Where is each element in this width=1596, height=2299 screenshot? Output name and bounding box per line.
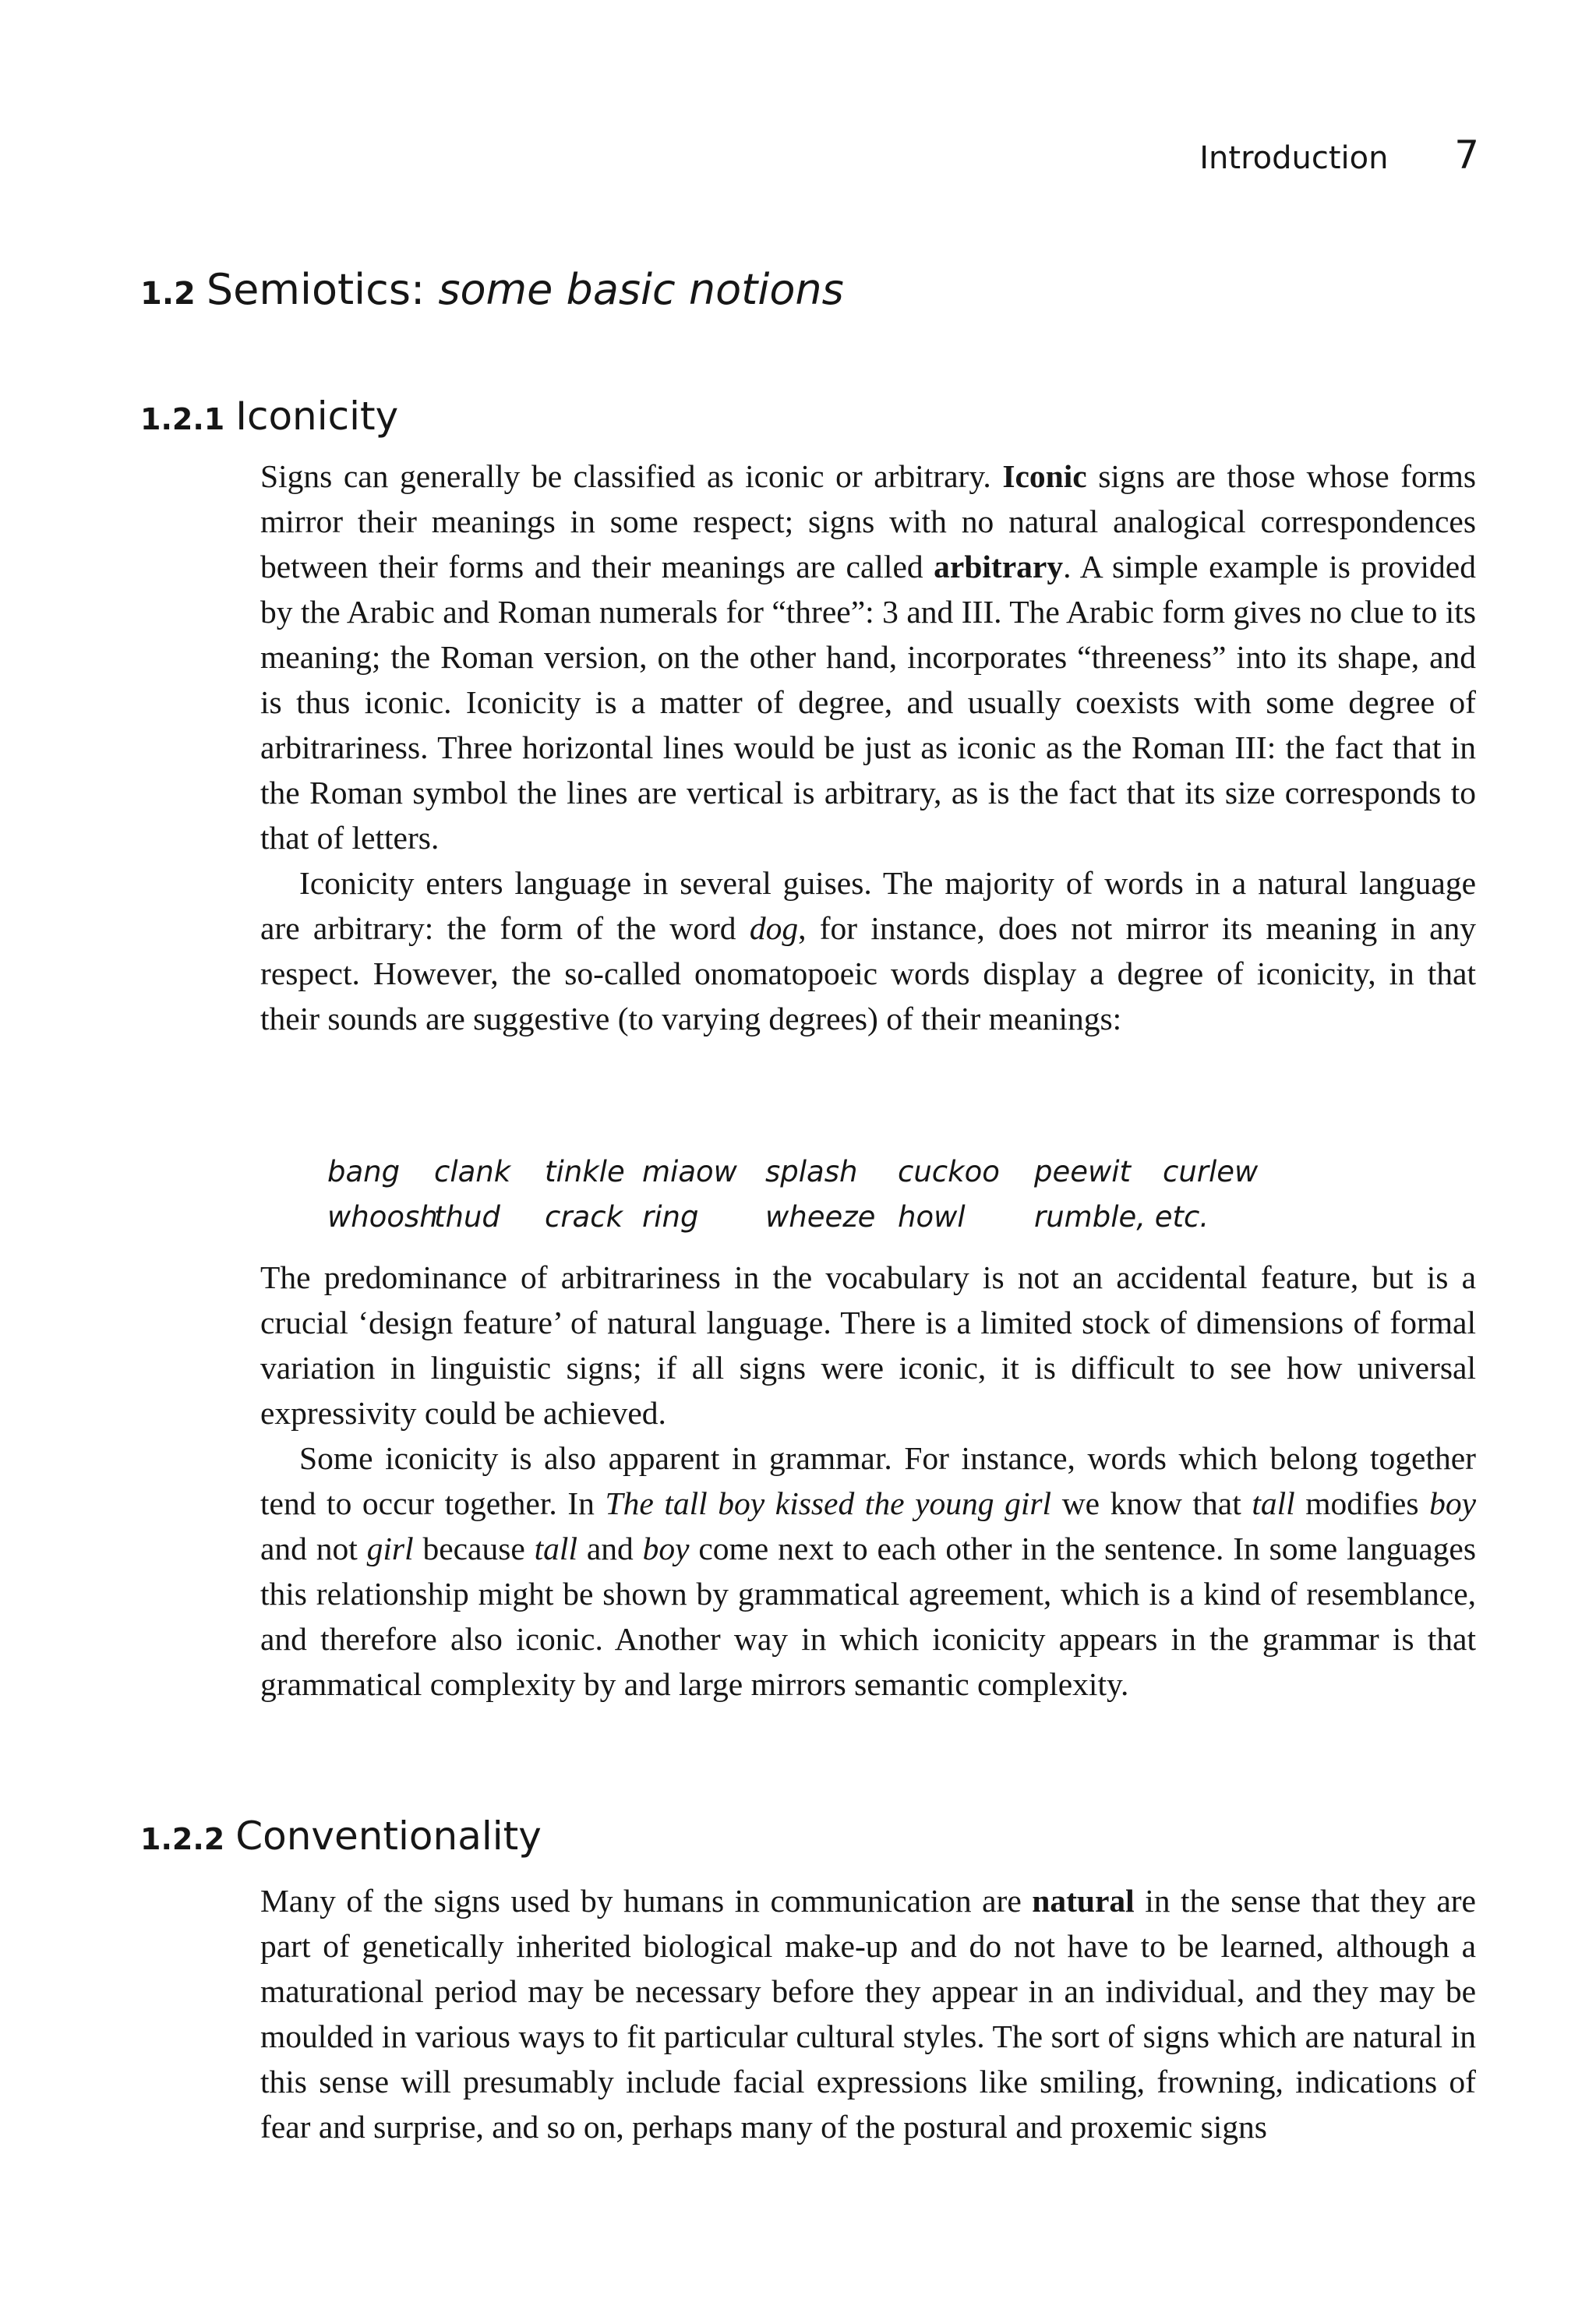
paragraph: Many of the signs used by humans in communication are natural in the sense that they are part of genetically inherited biological make-up and do not have to be learned, although a maturational period may be necessary before they appear in an individual, and they may be moulded in various ways to fit particular cultural styles. The sort of signs which are natural in this sense will presumably include facial expressions like smiling, frowning, indications of fear and surprise, and so on, perhaps many of the postural and proxemic signs (260, 1883, 1476, 2145)
iconicity-text-part1 (260, 454, 1476, 1041)
iconicity-text-part2 (260, 1255, 1476, 1707)
examples-row (327, 1150, 1258, 1195)
example-word: dog (749, 910, 799, 946)
section-number: 1.2 (140, 276, 196, 312)
subsection-number: 1.2.2 (140, 1822, 225, 1856)
example-word: miaow (642, 1155, 737, 1188)
term-iconic: Iconic (1002, 458, 1087, 494)
running-head (1199, 132, 1479, 178)
subsection-number: 1.2.1 (140, 402, 225, 436)
examples-row (327, 1195, 1258, 1240)
example-word: thud (434, 1200, 500, 1234)
section-title-roman: Semiotics: (206, 265, 439, 314)
subsection-heading-conventionality (140, 1813, 542, 1859)
page-number: 7 (1454, 132, 1479, 178)
example-word: curlew (1163, 1155, 1259, 1188)
running-head-title: Introduction (1199, 140, 1389, 176)
paragraph: Iconicity enters language in several guises. The majority of words in a natural language are arbitrary: the form of the word dog, for instance, does not mirror its meaning in any respect. However, the so-called onomatopoeic words display a degree of iconicity, in that their sounds are suggestive (to varying degrees) of their meanings: (260, 865, 1476, 1036)
paragraph: The predominance of arbitrariness in the vocabulary is not an accidental feature, but is a crucial ‘design feature’ of natural language. There is a limited stock of dimensions of formal variation in linguistic signs; if all signs were iconic, it is difficult to see how universal expressivity could be achieved. (260, 1259, 1476, 1431)
example-word: bang (327, 1155, 401, 1188)
subsection-title: Conventionality (235, 1813, 542, 1859)
term-natural: natural (1032, 1883, 1135, 1919)
subsection-title: Iconicity (235, 394, 399, 439)
example-word: howl (898, 1200, 966, 1234)
term-arbitrary: arbitrary (934, 549, 1064, 584)
example-word: wheeze (765, 1200, 876, 1234)
example-word: rumble, etc. (1034, 1200, 1209, 1234)
example-sentence: The tall boy kissed the young girl (605, 1485, 1052, 1521)
section-heading (140, 265, 844, 314)
subsection-heading-iconicity (140, 394, 398, 439)
example-word: crack (545, 1200, 623, 1234)
example-word: peewit (1034, 1155, 1132, 1188)
example-word: tinkle (545, 1155, 625, 1188)
example-word: whoosh (327, 1200, 438, 1234)
example-word: splash (765, 1155, 858, 1188)
section-title-italic: some basic notions (438, 265, 844, 314)
onomatopoeia-examples (327, 1150, 1258, 1240)
conventionality-text (260, 1878, 1476, 2149)
example-word: ring (642, 1200, 699, 1234)
paragraph: Signs can generally be classified as iconic or arbitrary. Iconic signs are those whose forms mirror their meanings in some respect; signs with no natural analogical correspondences between their forms and their meanings are called arbitrary. A simple example is provided by the Arabic and Roman numerals for “three”: 3 and III. The Arabic form gives no clue to its meaning; the Roman version, on the other hand, incorporates “threeness” into its shape, and is thus iconic. Iconicity is a matter of degree, and usually coexists with some degree of arbitrariness. Three horizontal lines would be just as iconic as the Roman III: the fact that in the Roman symbol the lines are vertical is arbitrary, as is the fact that its size corresponds to that of letters. (260, 458, 1476, 856)
example-word: clank (434, 1155, 511, 1188)
example-word: cuckoo (898, 1155, 1000, 1188)
paragraph: Some iconicity is also apparent in grammar. For instance, words which belong together tend to occur together. In The tall boy kissed the young girl we know that tall modifies boy and not girl because tall and boy come next to each other in the sentence. In some languages this relationship might be shown by grammatical agreement, which is a kind of resemblance, and therefore also iconic. Another way in which iconicity appears in the grammar is that grammatical complexity by and large mirrors semantic complexity. (260, 1440, 1477, 1702)
